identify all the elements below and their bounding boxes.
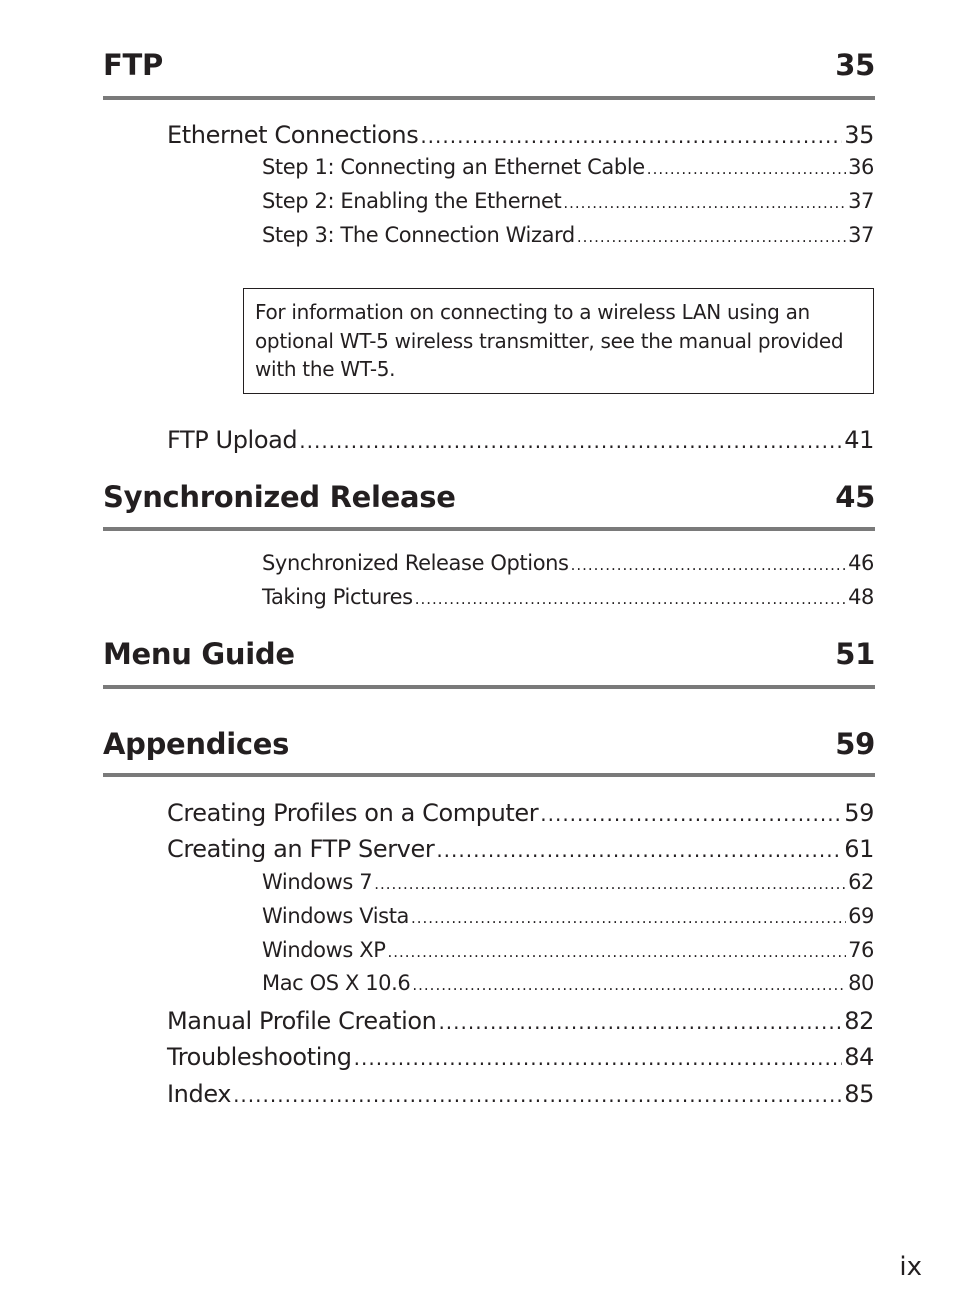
- toc-entry-ethernet-connections[interactable]: [167, 121, 874, 150]
- toc-entry-creating-profiles[interactable]: [167, 799, 874, 828]
- entry-label: Step 3: The Connection Wizard: [262, 223, 575, 247]
- section-rule: [103, 685, 875, 689]
- leader-dots: [436, 836, 842, 864]
- toc-entry-windows-vista[interactable]: [262, 904, 874, 931]
- leader-dots: [563, 191, 846, 216]
- entry-page: 35: [844, 121, 874, 149]
- leader-dots: [374, 872, 846, 897]
- entry-page: 61: [844, 835, 874, 863]
- entry-page: 37: [848, 223, 874, 247]
- wireless-note-box: For information on connecting to a wireless LAN using an optional WT-5 wireless transmitter, see the manual provided with the WT-5.: [243, 288, 874, 394]
- entry-label: Windows 7: [262, 870, 373, 894]
- entry-label: Ethernet Connections: [167, 121, 419, 149]
- entry-label: Creating Profiles on a Computer: [167, 799, 539, 827]
- entry-page: 59: [844, 799, 874, 827]
- section-rule: [103, 773, 875, 777]
- entry-label: Troubleshooting: [167, 1043, 352, 1071]
- entry-label: Step 2: Enabling the Ethernet: [262, 189, 562, 213]
- section-title: FTP: [103, 48, 163, 82]
- entry-label: FTP Upload: [167, 426, 298, 454]
- section-page: 45: [835, 480, 875, 514]
- leader-dots: [354, 1044, 843, 1072]
- leader-dots: [647, 157, 846, 182]
- entry-page: 82: [844, 1007, 874, 1035]
- leader-dots: [420, 122, 842, 150]
- entry-page: 76: [848, 938, 874, 962]
- leader-dots: [415, 587, 846, 612]
- leader-dots: [299, 427, 842, 455]
- section-page: 59: [835, 727, 875, 761]
- toc-entry-sync-options[interactable]: [262, 551, 874, 578]
- section-heading-menu-guide[interactable]: [103, 637, 875, 671]
- entry-page: 80: [848, 971, 874, 995]
- leader-dots: [540, 800, 842, 828]
- section-title: Appendices: [103, 727, 290, 761]
- section-rule: [103, 96, 875, 100]
- toc-entry-windows-7[interactable]: [262, 870, 874, 897]
- entry-label: Windows Vista: [262, 904, 409, 928]
- toc-entry-index[interactable]: [167, 1080, 874, 1109]
- leader-dots: [577, 225, 846, 250]
- section-heading-appendices[interactable]: [103, 727, 875, 761]
- toc-entry-manual-profile[interactable]: [167, 1007, 874, 1036]
- entry-label: Step 1: Connecting an Ethernet Cable: [262, 155, 645, 179]
- section-title: Synchronized Release: [103, 480, 456, 514]
- section-page: 51: [835, 637, 875, 671]
- entry-page: 36: [848, 155, 874, 179]
- entry-label: Creating an FTP Server: [167, 835, 435, 863]
- entry-label: Manual Profile Creation: [167, 1007, 437, 1035]
- toc-entry-creating-ftp-server[interactable]: [167, 835, 874, 864]
- section-rule: [103, 527, 875, 531]
- leader-dots: [412, 973, 846, 998]
- entry-page: 41: [844, 426, 874, 454]
- leader-dots: [233, 1081, 842, 1109]
- section-page: 35: [835, 48, 875, 82]
- toc-entry-step-2[interactable]: [262, 189, 874, 216]
- entry-page: 84: [844, 1043, 874, 1071]
- entry-page: 48: [848, 585, 874, 609]
- leader-dots: [411, 906, 846, 931]
- entry-label: Synchronized Release Options: [262, 551, 569, 575]
- leader-dots: [571, 553, 846, 578]
- entry-page: 62: [848, 870, 874, 894]
- entry-page: 69: [848, 904, 874, 928]
- entry-page: 85: [844, 1080, 874, 1108]
- section-title: Menu Guide: [103, 637, 295, 671]
- toc-entry-windows-xp[interactable]: [262, 938, 874, 965]
- toc-entry-taking-pictures[interactable]: [262, 585, 874, 612]
- toc-entry-step-3[interactable]: [262, 223, 874, 250]
- entry-page: 37: [848, 189, 874, 213]
- entry-label: Taking Pictures: [262, 585, 413, 609]
- toc-entry-ftp-upload[interactable]: [167, 426, 874, 455]
- section-heading-ftp[interactable]: [103, 48, 875, 82]
- entry-page: 46: [848, 551, 874, 575]
- leader-dots: [438, 1008, 842, 1036]
- entry-label: Mac OS X 10.6: [262, 971, 411, 995]
- toc-entry-mac-os-x[interactable]: [262, 971, 874, 998]
- page-number: ix: [899, 1252, 922, 1282]
- entry-label: Windows XP: [262, 938, 386, 962]
- section-heading-synchronized-release[interactable]: [103, 480, 875, 514]
- leader-dots: [387, 940, 846, 965]
- toc-entry-step-1[interactable]: [262, 155, 874, 182]
- entry-label: Index: [167, 1080, 232, 1108]
- toc-entry-troubleshooting[interactable]: [167, 1043, 874, 1072]
